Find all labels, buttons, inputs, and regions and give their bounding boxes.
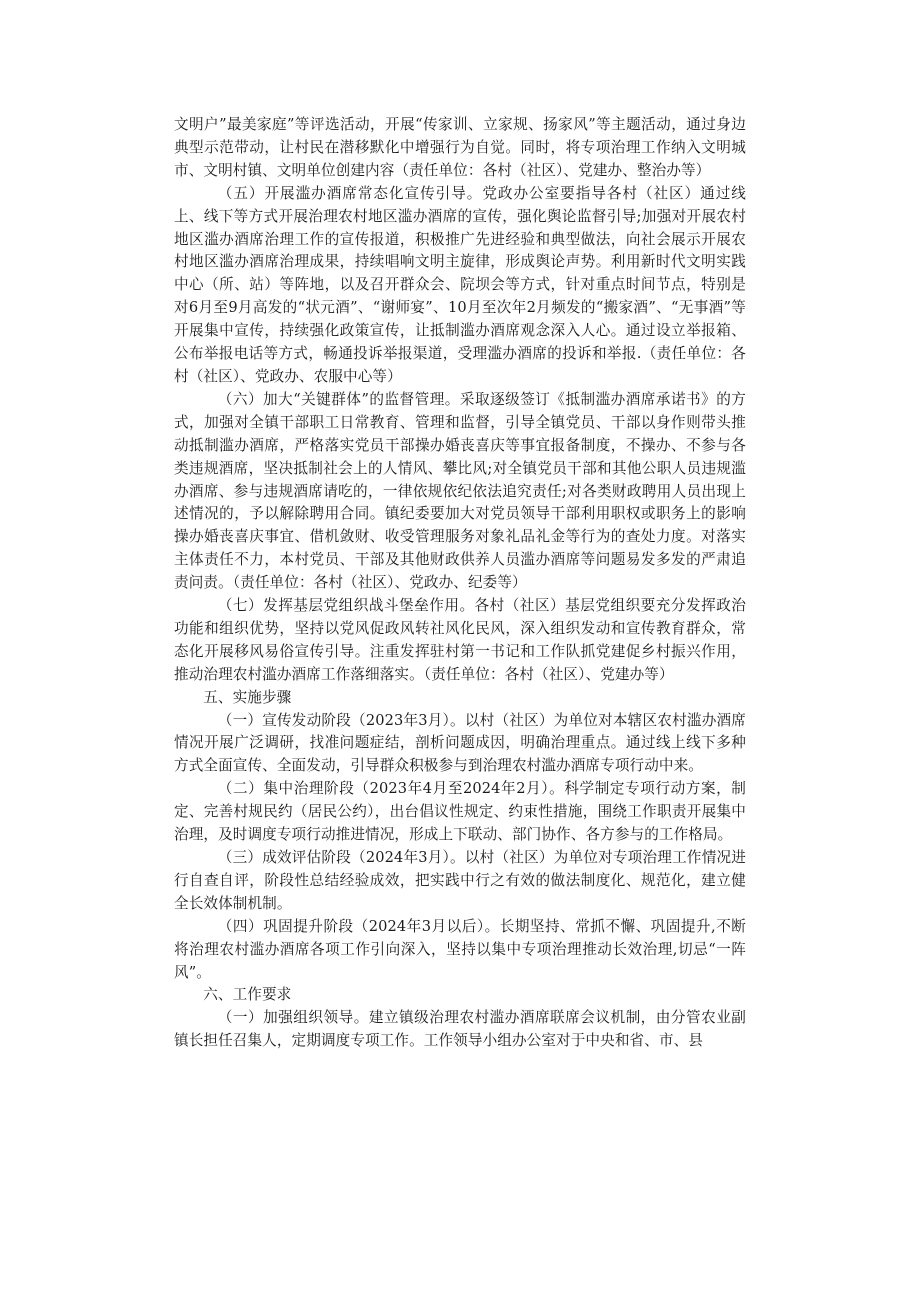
paragraph-requirement-1: （一）加强组织领导。建立镇级治理农村滥办酒席联席会议机制，由分管农业副镇长担任召集人，定期调度专项工作。工作领导小组办公室对于中央和省、市、县 xyxy=(174,1009,746,1050)
paragraph-continuation: 文明户”最美家庭”等评选活动，开展“传家训、立家规、扬家风”等主题活动，通过身边典型示范带动，让村民在潜移默化中增强行为自觉。同时，将专项治理工作纳入文明城市、文明村镇、文明单位创建内容（责任单位：各村（社区）、党建办、整治办等） xyxy=(174,116,746,179)
paragraph-item-5-publicity: （五）开展滥办酒席常态化宣传引导。党政办公室要指导各村（社区）通过线上、线下等方式开展治理农村地区滥办酒席的宣传，强化舆论监督引导;加强对开展农村地区滥办酒席治理工作的宣传报道，积极推广先进经验和典型做法，向社会展示开展农村地区滥办酒席治理成果，持续唱响文明主旋律，形成舆论声势。利用新时代文明实践中心（所、站）等阵地，以及召开群众会、院坝会等方式，针对重点时间节点，特别是对6月至9月高发的“状元酒”、“谢师宴”、10月至次年2月频发的“搬家酒”、“无事酒”等开展集中宣传，持续强化政策宣传，让抵制滥办酒席观念深入人心。通过设立举报箱、公布举报电话等方式，畅通投诉举报渠道，受理滥办酒席的投诉和举报.（责任单位：各村（社区）、党政办、农服中心等） xyxy=(174,184,746,385)
section-heading-work-requirements: 六、工作要求 xyxy=(203,986,292,1004)
section-heading-implementation-steps: 五、实施步骤 xyxy=(203,688,292,706)
document-body xyxy=(174,114,746,1053)
paragraph-step-4: （四）巩固提升阶段（2024年3月以后）。长期坚持、常抓不懈、巩固提升,不断将治理农村滥办酒席各项工作引向深入，坚持以集中专项治理推动长效治理,切忌“一阵风”。 xyxy=(174,917,746,981)
paragraph-step-3: （三）成效评估阶段（2024年3月）。以村（社区）为单位对专项治理工作情况进行自查自评，阶段性总结经验成效，把实践中行之有效的做法制度化、规范化，建立健全长效体制机制。 xyxy=(174,849,746,912)
paragraph-step-1: （一）宣传发动阶段（2023年3月）。以村（社区）为单位对本辖区农村滥办酒席情况开展广泛调研，找准问题症结，剖析问题成因，明确治理重点。通过线上线下多种方式全面宣传、全面发动，引导群众积极参与到治理农村滥办酒席专项行动中来。 xyxy=(174,711,746,775)
paragraph-item-6-supervision: （六）加大“关键群体”的监督管理。采取逐级签订《抵制滥办酒席承诺书》的方式，加强对全镇干部职工日常教育、管理和监督，引导全镇党员、干部以身作则带头推动抵制滥办酒席，严格落实党员干部操办婚丧喜庆等事宜报备制度，不操办、不参与各类违规酒席，坚决抵制社会上的人情风、攀比风;对全镇党员干部和其他公职人员违规滥办酒席、参与违规酒席请吃的，一律依规依纪依法追究责任;对各类财政聘用人员出现上述情况的，予以解除聘用合同。镇纪委要加大对党员领导干部利用职权或职务上的影响操办婚丧喜庆事宜、借机敛财、收受管理服务对象礼品礼金等行为的查处力度。对落实主体责任不力，本村党员、干部及其他财政供养人员滥办酒席等问题易发多发的严肃追责问责。（责任单位：各村（社区）、党政办、纪委等） xyxy=(174,390,746,592)
paragraph-step-2: （二）集中治理阶段（2023年4月至2024年2月）。科学制定专项行动方案，制定、完善村规民约（居民公约），出台倡议性规定、约束性措施，围绕工作职责开展集中治理，及时调度专项行动推进情况，形成上下联动、部门协作、各方参与的工作格局。 xyxy=(174,780,746,844)
paragraph-item-7-party-organization: （七）发挥基层党组织战斗堡垒作用。各村（社区）基层党组织要充分发挥政治功能和组织优势，坚持以党风促政风转社风化民风，深入组织发动和宣传教育群众，常态化开展移风易俗宣传引导。注重发挥驻村第一书记和工作队抓党建促乡村振兴作用，推动治理农村滥办酒席工作落细落实。（责任单位：各村（社区）、党建办等） xyxy=(174,597,746,683)
